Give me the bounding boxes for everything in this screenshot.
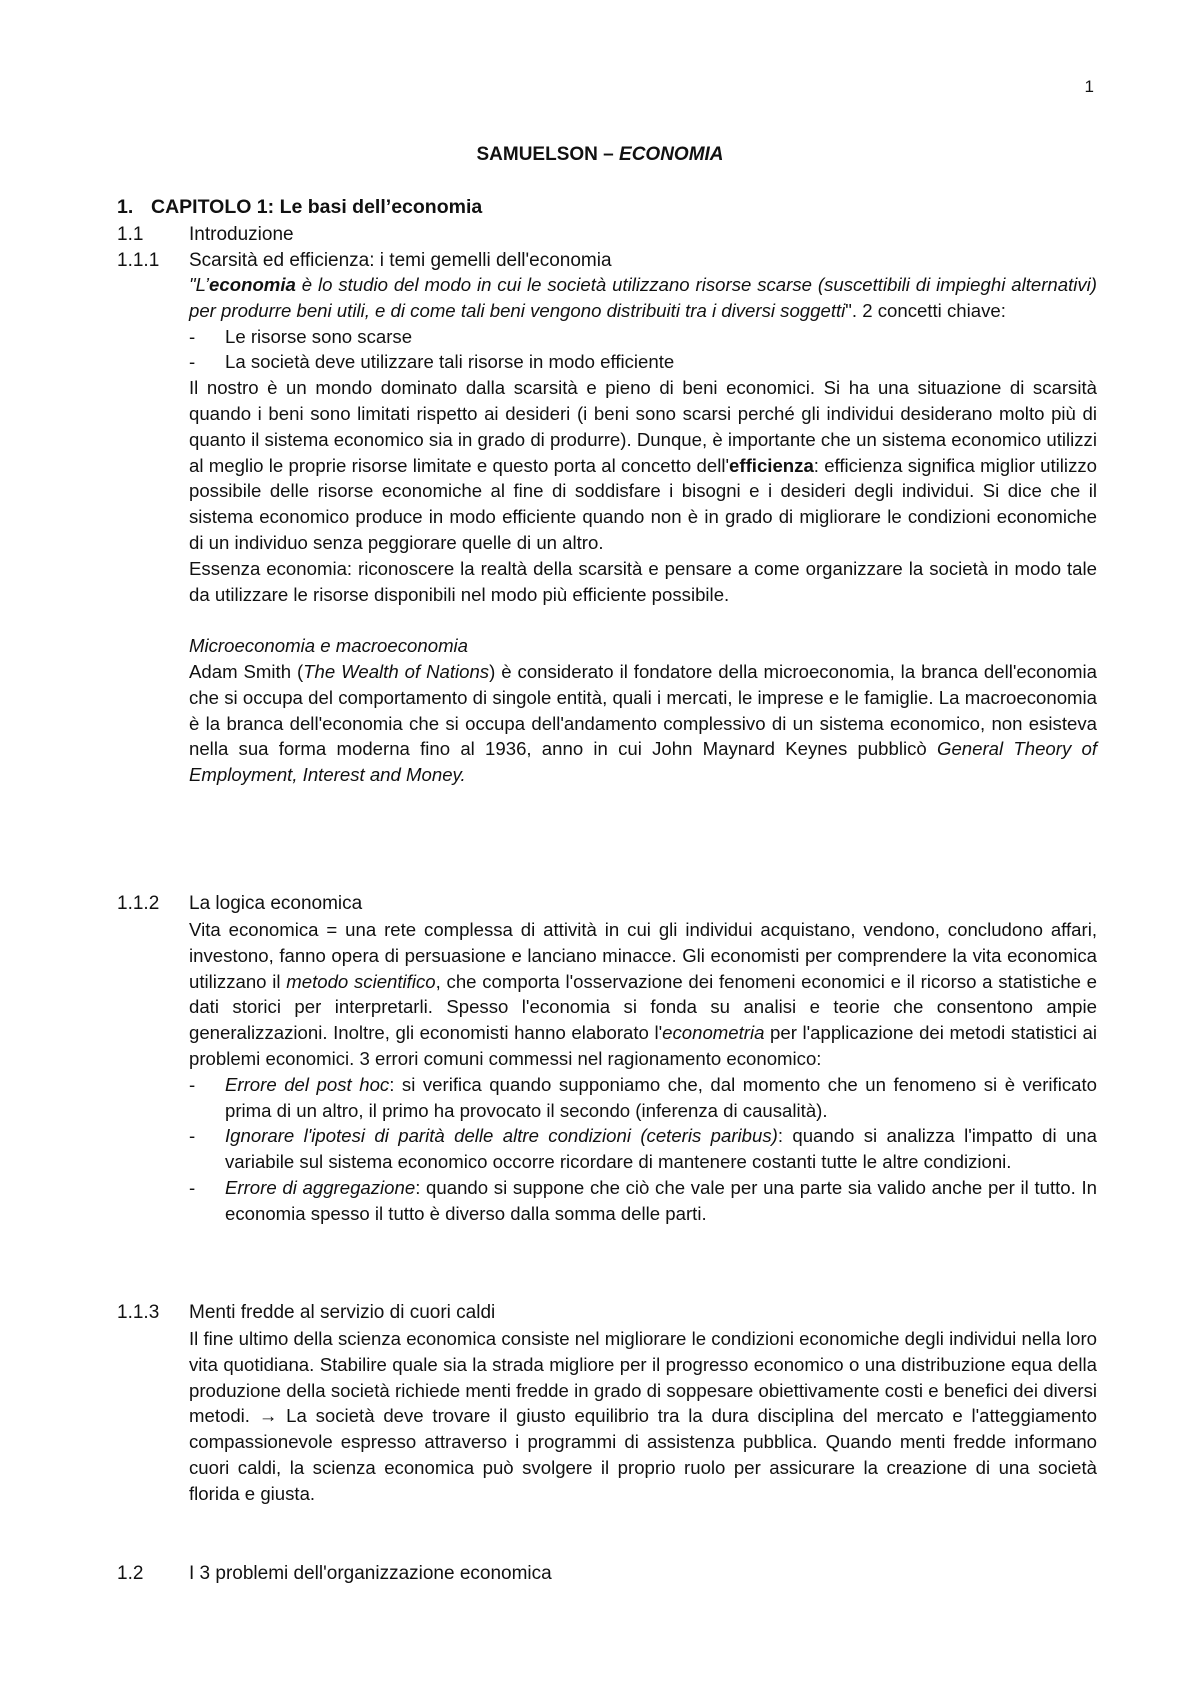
paragraph-text: ) è considerato il fondatore della microeconomia, la branca dell'economia che si occupa del comportamento di singole entità, quali i mercati, le imprese e le famiglie. La macroeconomia è la branca dell'economia che si occupa dell'andamento complessivo di un sistema economico, non esisteva nella sua forma moderna fino al 1936, anno in cui John Maynard Keynes pubblicò [189, 660, 1097, 760]
subheading [189, 633, 1097, 659]
quote-close: ". 2 concetti chiave: [845, 299, 1006, 321]
section-number: 1.2 [117, 1563, 144, 1584]
document-title [0, 144, 1200, 166]
section-label: Introduzione [189, 224, 294, 245]
section-heading-1-1-2 [117, 893, 362, 915]
paragraph-text: , che comporta l'osservazione dei fenomeni economici e il ricorso a statistiche e dati storici per interpretarli. Spesso l'economia si fonda su analisi e teorie che consentono ampie generalizzazioni. Inoltre, gli economisti hanno elaborato l' [189, 970, 1097, 1044]
definition-quote [189, 272, 1097, 324]
paragraph-text: : efficienza significa miglior utilizzo possibile delle risorse economiche al fine di soddisfare i bisogni e i desideri degli individui. Si dice che il sistema economico produce in modo efficiente quando non è in grado di migliorare le condizioni economiche di un individuo senza peggiorare quelle di un altro. [189, 454, 1097, 553]
bullet-text: : quando si suppone che ciò che vale per una parte sia valido anche per il tutto. In economia spesso il tutto è diverso dalla somma delle parti. [225, 1176, 1097, 1224]
bullet-text: : quando si analizza l'impatto di una variabile sul sistema economico occorre ricordare di mantenere costanti tutte le altre condizioni. [225, 1125, 1097, 1173]
section-number: 1.1 [117, 224, 144, 245]
section-number: 1.1.1 [117, 250, 160, 271]
bullet-item: - Le risorse sono scarse [189, 324, 1097, 350]
paragraph-text: Adam Smith ( [189, 660, 304, 682]
bullet-item: - La società deve utilizzare tali risorse in modo efficiente [189, 349, 1097, 375]
page-number: 1 [1084, 77, 1094, 96]
bullet-term: Errore del post hoc [225, 1073, 390, 1095]
section-heading-1-1-3 [117, 1302, 495, 1324]
section-body-1-1-2 [189, 917, 1097, 1227]
bullet-term: Ignorare l'ipotesi di parità delle altre condizioni (ceteris paribus) [225, 1125, 778, 1147]
section-number: 1.1.2 [117, 893, 160, 914]
book-title: The Wealth of Nations [303, 660, 490, 682]
paragraph [189, 659, 1097, 788]
paragraph-text: per l'applicazione dei metodi statistici ai problemi economici. 3 errori comuni commessi nel ragionamento economico: [189, 1022, 1097, 1069]
bullet-item [189, 1175, 1097, 1227]
bullet-item [189, 1123, 1097, 1175]
bullet-item [189, 1072, 1097, 1124]
section-label: Scarsità ed efficienza: i temi gemelli dell'economia [189, 250, 612, 271]
paragraph-text: Il nostro è un mondo dominato dalla scarsità e pieno di beni economici. Si ha una situazione di scarsità quando i beni sono limitati rispetto ai desideri (i beni sono scarsi perché gli individui desiderano molto più di quanto il sistema economico sia in grado di produrre). Dunque, è importante che un sistema economico utilizzi al meglio le proprie risorse limitate e questo porta al concetto dell' [189, 377, 1097, 476]
paragraph-keyword: efficienza [729, 454, 814, 476]
subheading-text: Microeconomia e macroeconomia [189, 635, 469, 657]
paragraph-term: metodo scientifico [286, 970, 436, 992]
section-heading-1-2 [117, 1563, 552, 1585]
section-body-1-1-3 [189, 1326, 1097, 1507]
section-label: La logica economica [189, 893, 363, 914]
paragraph: Essenza economia: riconoscere la realtà della scarsità e pensare a come organizzare la società in modo tale da utilizzare le risorse disponibili nel modo più efficiente possibile. [189, 557, 1097, 605]
chapter-heading [117, 196, 482, 219]
paragraph [189, 917, 1097, 1072]
section-heading-1-1 [117, 224, 294, 246]
section-body-1-1-1 [189, 272, 1097, 788]
section-label: I 3 problemi dell'organizzazione economica [189, 1563, 552, 1584]
quote-open: "L’ [189, 274, 210, 295]
bullet-text: : si verifica quando supponiamo che, dal momento che un fenomeno si è verificato prima di un altro, il primo ha provocato il secondo (inferenza di causalità). [225, 1073, 1097, 1121]
quote-text: è lo studio del modo in cui le società utilizzano risorse scarse (suscettibili di impieghi alternativi) per produrre beni utili, e di come tali beni vengono distribuiti tra i diversi soggetti [189, 274, 1097, 321]
title-author: SAMUELSON – [476, 144, 620, 165]
section-heading-1-1-1 [117, 250, 612, 272]
paragraph: Il fine ultimo della scienza economica consiste nel migliorare le condizioni economiche degli individui nella loro vita quotidiana. Stabilire quale sia la strada migliore per il progresso economico o una distribuzione equa della produzione della società richiede menti fredde in grado di soppesare obiettivamente costi e benefici dei diversi metodi. → La società deve trovare il giusto equilibrio tra la dura disciplina del mercato e l'atteggiamento compassionevole espresso attraverso i programmi di assistenza pubblica. Quando menti fredde informano cuori caldi, la scienza economica può svolgere il proprio ruolo per assicurare la creazione di una società florida e giusta. [189, 1328, 1097, 1504]
paragraph-text: Vita economica = una rete complessa di attività in cui gli individui acquistano, vendono, concludono affari, investono, fanno opera di persuasione e lanciano minacce. Gli economisti per comprendere la vita economica utilizzano il [189, 919, 1097, 992]
quote-keyword: economia [209, 274, 296, 295]
chapter-number: 1. [117, 196, 134, 218]
chapter-label: CAPITOLO 1: Le basi dell’economia [151, 196, 483, 218]
section-number: 1.1.3 [117, 1302, 160, 1323]
bullet-term: Errore di aggregazione [225, 1176, 416, 1198]
paragraph-term: econometria [662, 1022, 765, 1044]
title-work: ECONOMIA [619, 144, 724, 165]
section-label: Menti fredde al servizio di cuori caldi [189, 1302, 496, 1323]
book-title: General Theory of Employment, Interest and Money. [189, 738, 1097, 786]
paragraph [189, 375, 1097, 556]
